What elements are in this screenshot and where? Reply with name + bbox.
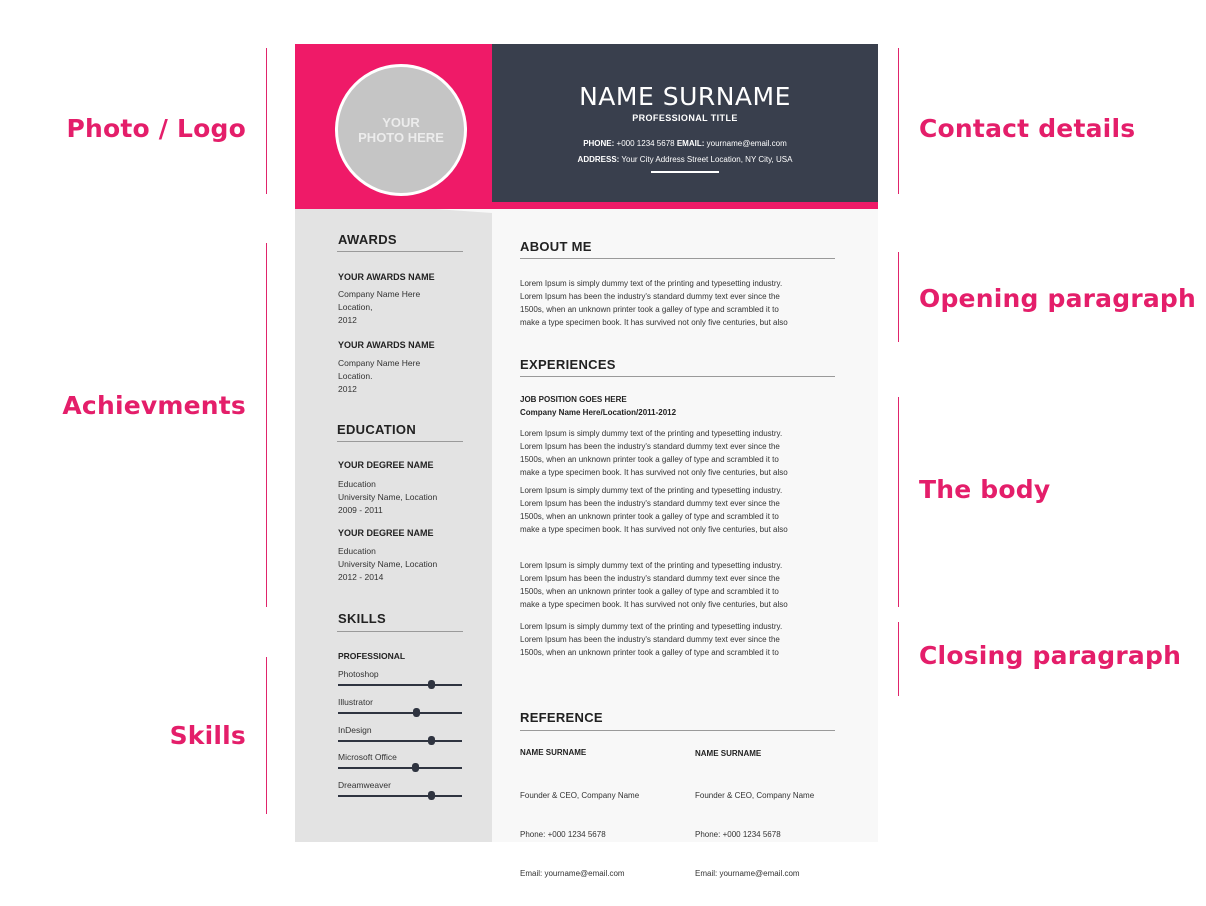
- reference-role: Founder & CEO, Company Name: [695, 791, 815, 800]
- contact-address: [492, 155, 878, 164]
- about-rule: [520, 258, 835, 259]
- award-details: Company Name Here Location. 2012: [338, 358, 421, 394]
- annotation-line-body: [898, 397, 899, 607]
- skill-label: Photoshop: [338, 669, 379, 679]
- award-name: YOUR AWARDS NAME: [338, 340, 435, 350]
- skill-label: Microsoft Office: [338, 752, 397, 763]
- reference-phone: Phone: +000 1234 5678: [520, 830, 606, 839]
- skill-label: Illustrator: [338, 696, 373, 707]
- annotation-line-contact: [898, 48, 899, 194]
- paragraph-line: Lorem Ipsum is simply dummy text of the printing and typesetting industry.: [520, 429, 783, 438]
- reference-email: Email: yourname@email.com: [520, 869, 625, 878]
- email-label: EMAIL:: [676, 139, 705, 148]
- header-accent-strip: [492, 202, 878, 209]
- header-underline: [651, 171, 719, 173]
- paragraph-line: Lorem Ipsum has been the industry's standard dummy text ever since the: [520, 292, 780, 301]
- award-name: YOUR AWARDS NAME: [338, 272, 435, 282]
- phone-value: +000 1234 5678: [616, 139, 675, 148]
- reference-rule: [520, 730, 835, 731]
- paragraph-line: Lorem Ipsum is simply dummy text of the printing and typesetting industry.: [520, 561, 783, 570]
- education-heading: EDUCATION: [337, 422, 417, 437]
- skill-level-knob: [413, 708, 420, 717]
- about-paragraph: [520, 277, 840, 329]
- annotation-line-achievements: [266, 243, 267, 607]
- annotation-line-photo: [266, 48, 267, 194]
- paragraph-line: Lorem Ipsum has been the industry's standard dummy text ever since the: [520, 635, 780, 644]
- reference-name: NAME SURNAME: [520, 748, 587, 757]
- skill-bar: [338, 712, 462, 714]
- job-company: Company Name Here/Location/2011-2012: [520, 408, 677, 417]
- skill-bar: [338, 684, 462, 686]
- experiences-heading: EXPERIENCES: [520, 357, 616, 372]
- experience-paragraph: [520, 427, 840, 479]
- skills-heading: SKILLS: [338, 611, 387, 626]
- skill-level-knob: [412, 763, 419, 772]
- reference-phone: Phone: +000 1234 5678: [695, 830, 781, 839]
- degree-details: Education University Name, Location 2009 - 2011: [338, 479, 438, 515]
- annotation-line-opening: [898, 252, 899, 342]
- paragraph-line: 1500s, when an unknown printer took a galley of type and scrambled it to: [520, 587, 779, 596]
- paragraph-line: 1500s, when an unknown printer took a galley of type and scrambled it to: [520, 305, 779, 314]
- reference-email: Email: yourname@email.com: [695, 869, 800, 878]
- closing-paragraph: [520, 620, 840, 659]
- paragraph-line: 1500s, when an unknown printer took a galley of type and scrambled it to: [520, 455, 779, 464]
- email-value: yourname@email.com: [706, 139, 787, 148]
- job-position: JOB POSITION GOES HERE: [520, 395, 627, 404]
- about-heading: ABOUT ME: [520, 239, 592, 254]
- paragraph-line: make a type specimen book. It has survived not only five centuries, but also: [520, 318, 788, 327]
- paragraph-line: make a type specimen book. It has survived not only five centuries, but also: [520, 525, 788, 534]
- paragraph-line: make a type specimen book. It has survived not only five centuries, but also: [520, 600, 788, 609]
- skills-rule: [337, 631, 463, 632]
- skill-level-knob: [428, 736, 435, 745]
- resume-header: [492, 44, 878, 202]
- phone-label: PHONE:: [583, 139, 615, 148]
- education-rule: [337, 441, 463, 442]
- address-value: Your City Address Street Location, NY City, USA: [621, 155, 793, 164]
- experiences-rule: [520, 376, 835, 377]
- reference-role: Founder & CEO, Company Name: [520, 791, 640, 800]
- paragraph-line: Lorem Ipsum has been the industry's standard dummy text ever since the: [520, 442, 780, 451]
- paragraph-line: Lorem Ipsum is simply dummy text of the printing and typesetting industry.: [520, 279, 783, 288]
- photo-placeholder-line2: PHOTO HERE: [358, 130, 444, 145]
- skill-label: InDesign: [338, 724, 372, 735]
- resume-page: [295, 44, 878, 878]
- skill-bar: [338, 795, 462, 797]
- paragraph-line: make a type specimen book. It has survived not only five centuries, but also: [520, 468, 788, 477]
- annotation-the-body: The body: [919, 475, 1051, 504]
- paragraph-line: 1500s, when an unknown printer took a galley of type and scrambled it to: [520, 512, 779, 521]
- resume-name: NAME SURNAME: [579, 82, 791, 111]
- reference-name: NAME SURNAME: [695, 749, 762, 758]
- paragraph-line: Lorem Ipsum is simply dummy text of the printing and typesetting industry.: [520, 486, 783, 495]
- photo-placeholder-line1: YOUR: [382, 115, 420, 130]
- photo-placeholder: [335, 64, 467, 196]
- award-details: Company Name Here Location, 2012: [338, 289, 421, 325]
- experience-paragraph: [520, 484, 840, 536]
- skill-bar: [338, 767, 462, 769]
- photo-background: [295, 44, 492, 209]
- paragraph-line: Lorem Ipsum has been the industry's standard dummy text ever since the: [520, 574, 780, 583]
- reference-heading: REFERENCE: [520, 710, 603, 725]
- contact-phone-email: [492, 139, 878, 148]
- annotation-line-closing: [898, 622, 899, 696]
- address-label: ADDRESS:: [577, 155, 620, 164]
- paragraph-line: 1500s, when an unknown printer took a galley of type and scrambled it to: [520, 648, 779, 657]
- experience-paragraph: [520, 559, 840, 611]
- degree-name: YOUR DEGREE NAME: [338, 528, 434, 538]
- awards-heading: AWARDS: [338, 232, 397, 247]
- annotation-opening-paragraph: Opening paragraph: [919, 284, 1197, 313]
- reference-details: [520, 763, 639, 906]
- degree-name: YOUR DEGREE NAME: [338, 460, 434, 470]
- paragraph-line: Lorem Ipsum has been the industry's standard dummy text ever since the: [520, 499, 780, 508]
- degree-details: Education University Name, Location 2012 - 2014: [338, 546, 438, 582]
- paragraph-line: Lorem Ipsum is simply dummy text of the printing and typesetting industry.: [520, 622, 783, 631]
- skill-level-knob: [428, 680, 435, 689]
- annotation-achievements: Achievments: [62, 391, 246, 420]
- annotation-contact-details: Contact details: [919, 114, 1136, 143]
- reference-details: [695, 763, 814, 906]
- annotation-skills: Skills: [169, 721, 246, 750]
- skill-label: Dreamweaver: [338, 780, 391, 791]
- skills-subheading: PROFESSIONAL: [338, 651, 406, 661]
- skill-bar: [338, 740, 462, 742]
- annotation-closing-paragraph: Closing paragraph: [919, 641, 1182, 670]
- skill-level-knob: [428, 791, 435, 800]
- resume-title: PROFESSIONAL TITLE: [632, 113, 738, 123]
- annotation-photo-logo: Photo / Logo: [66, 114, 246, 143]
- awards-rule: [337, 251, 463, 252]
- annotation-line-skills: [266, 657, 267, 814]
